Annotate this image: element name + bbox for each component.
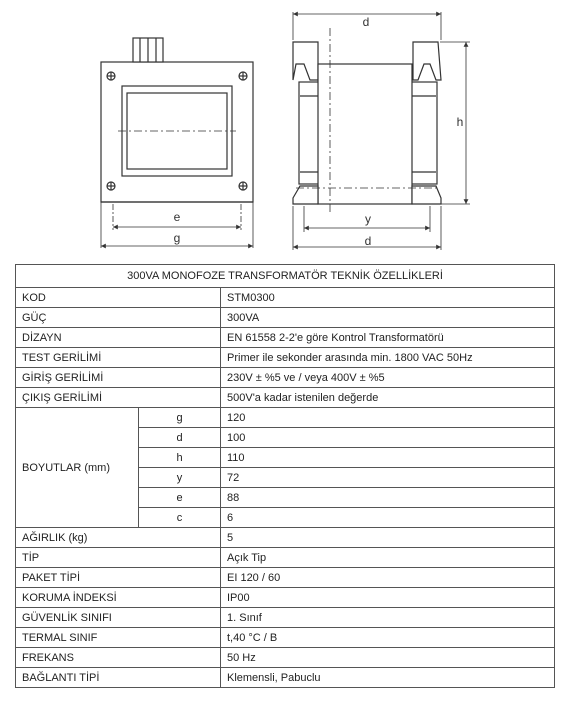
- spec-label: ÇIKIŞ GERİLİMİ: [16, 388, 221, 408]
- transformer-dimension-drawing: [0, 0, 570, 262]
- table-row: [16, 548, 555, 568]
- spec-value: t,40 °C / B: [221, 628, 555, 648]
- spec-label: FREKANS: [16, 648, 221, 668]
- spec-label: AĞIRLIK (kg): [16, 528, 221, 548]
- table-row: [16, 328, 555, 348]
- spec-value: IP00: [221, 588, 555, 608]
- spec-label: GİRİŞ GERİLİMİ: [16, 368, 221, 388]
- dim-e-label: e: [173, 210, 181, 224]
- spec-value: Klemensli, Pabuclu: [221, 668, 555, 688]
- spec-table: [15, 264, 555, 688]
- spec-value: Primer ile sekonder arasında min. 1800 VAC 50Hz: [221, 348, 555, 368]
- spec-table-body: [16, 288, 555, 688]
- table-row: [16, 568, 555, 588]
- table-row: [16, 608, 555, 628]
- spec-table-title-row: [16, 265, 555, 288]
- table-row: [16, 388, 555, 408]
- spec-label: GÜÇ: [16, 308, 221, 328]
- spec-label: TERMAL SINIF: [16, 628, 221, 648]
- table-row: [16, 308, 555, 328]
- dimension-key: y: [139, 468, 221, 488]
- spec-label: TİP: [16, 548, 221, 568]
- table-row: [16, 668, 555, 688]
- dimension-value: 100: [221, 428, 555, 448]
- dimension-value: 110: [221, 448, 555, 468]
- dimension-key: e: [139, 488, 221, 508]
- dimension-key: c: [139, 508, 221, 528]
- dim-d-bottom-label: d: [364, 234, 372, 248]
- spec-label: GÜVENLİK SINIFI: [16, 608, 221, 628]
- spec-label: KOD: [16, 288, 221, 308]
- spec-value: 500V'a kadar istenilen değerde: [221, 388, 555, 408]
- spec-label: PAKET TİPİ: [16, 568, 221, 588]
- dimension-value: 6: [221, 508, 555, 528]
- dim-h-label: h: [456, 115, 464, 129]
- spec-table-title: 300VA MONOFOZE TRANSFORMATÖR TEKNİK ÖZELLİKLERİ: [16, 265, 555, 288]
- spec-value: EI 120 / 60: [221, 568, 555, 588]
- side-view: [293, 12, 470, 250]
- spec-value: Açık Tip: [221, 548, 555, 568]
- dim-d-top-label: d: [362, 15, 370, 29]
- dimension-key: d: [139, 428, 221, 448]
- spec-value: STM0300: [221, 288, 555, 308]
- table-row: [16, 348, 555, 368]
- dimension-value: 120: [221, 408, 555, 428]
- dim-g-label: g: [173, 231, 181, 245]
- table-row: [16, 288, 555, 308]
- spec-label: DİZAYN: [16, 328, 221, 348]
- spec-label: TEST GERİLİMİ: [16, 348, 221, 368]
- spec-value: 300VA: [221, 308, 555, 328]
- dimensions-label: BOYUTLAR (mm): [16, 408, 139, 528]
- dim-y-label: y: [365, 212, 371, 226]
- spec-value: 230V ± %5 ve / veya 400V ± %5: [221, 368, 555, 388]
- table-row: [16, 588, 555, 608]
- table-row: [16, 648, 555, 668]
- spec-label: KORUMA İNDEKSİ: [16, 588, 221, 608]
- dimension-key: g: [139, 408, 221, 428]
- table-row: [16, 528, 555, 548]
- dimension-key: h: [139, 448, 221, 468]
- dimension-value: 72: [221, 468, 555, 488]
- spec-label: BAĞLANTI TİPİ: [16, 668, 221, 688]
- dimension-row: [16, 408, 555, 428]
- dimension-value: 88: [221, 488, 555, 508]
- table-row: [16, 368, 555, 388]
- spec-value: 5: [221, 528, 555, 548]
- spec-value: 50 Hz: [221, 648, 555, 668]
- spec-value: 1. Sınıf: [221, 608, 555, 628]
- spec-value: EN 61558 2-2'e göre Kontrol Transformatörü: [221, 328, 555, 348]
- table-row: [16, 628, 555, 648]
